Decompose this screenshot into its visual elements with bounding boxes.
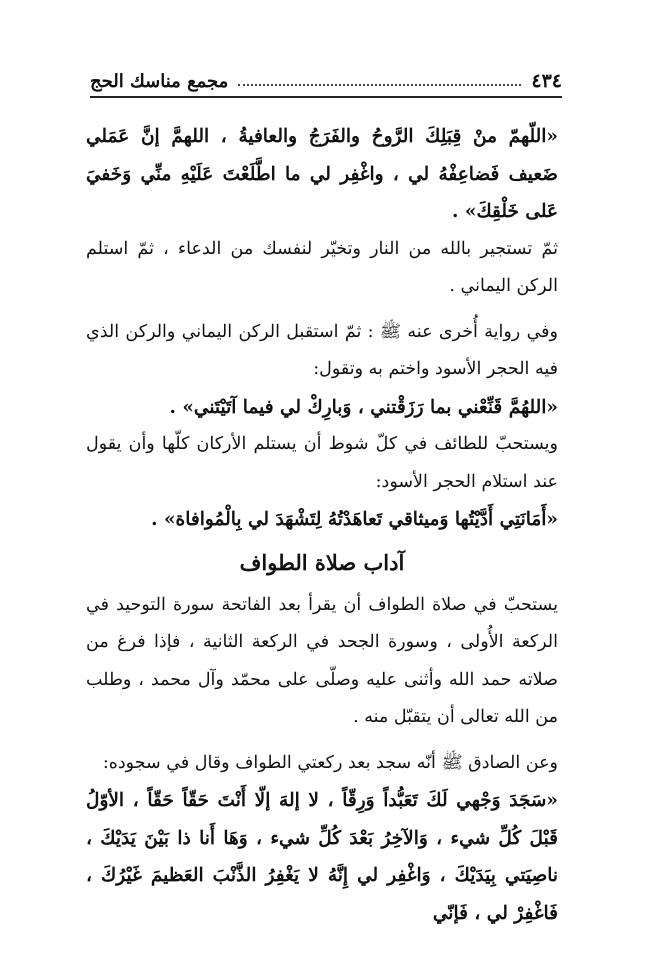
running-header [90,58,562,98]
supplication-4: «سَجَدَ وَجْهي لَكَ تَعَبُّداً وَرِقّاً ، لا إلهَ إلّا أَنْتَ حَقّاً حَقّاً ، الأوّلُ قَبْلَ كُلِّ شيء ، وَالآخِرُ بَعْدَ كُلِّ شيء ، وَهَا أَنا ذا بَيْنَ يَدَيْكَ ، ناصِيَتي بِيَدَيْكَ ، وَاغْفِر لي إِنَّهُ لا يَغْفِرُ الذَّنْبَ العَظيمَ غَيْرُكَ ، فَاغْفِرْ لي ، فَإنّي [86,790,558,924]
paragraph-4: يستحبّ في صلاة الطواف أن يقرأ بعد الفاتحة سورة التوحيد في الركعة الأُولى ، وسورة الجحد في الركعة الثانية ، فإذا فرغ من صلاته حمد الله وأثنى عليه وصلّى على محمّد وآل محمد ، وطلب من الله تعالى أن يتقبّل منه . [86,594,558,727]
supplication-1: «اللّهمّ منْ قِبَلِكَ الرَّوحُ والفَرَجُ والعافيةُ ، اللهمَّ إنَّ عَمَلي ضَعيف فَضاعِفْهُ لي ، واغْفِر لي ما اطَّلَعْتَ عَلَيْهِ منِّي وَخَفيَ عَلى خَلْقِكَ» . [86,126,558,222]
paragraph-2: وفي رواية أُخرى عنه ﷺ : ثمّ استقبل الركن اليماني والركن الذي فيه الحجر الأسود واختم به وتقول: [86,321,558,379]
supplication-2: «اللهُمَّ قَنِّعْني بما رَزَقْتني ، وَبارِكْ لي فيما آتَيْتَني» . [169,396,558,418]
paragraph-3: ويستحبّ للطائف في كلّ شوط أن يستلم الأركان كلّها وأن يقول عند استلام الحجر الأسود: [86,434,558,492]
paragraph-5: وعن الصادق ﷺ أنّه سجد بعد ركعتي الطواف وقال في سجوده: [102,752,558,773]
section-heading: آداب صلاة الطواف [239,549,405,575]
supplication-3: «أَمَانَتِي أَدَّيْتُها وَميثاقي تَعاهَدْتُهُ لِتَشْهَدَ لي بِالْمُوافاة» . [151,509,558,530]
book-title: مجمع مناسك الحج [90,71,229,92]
header-dot-leader [238,84,521,86]
paragraph-1: ثمّ تستجير بالله من النار وتخيّر لنفسك من الدعاء ، ثمّ استلم الركن اليماني . [86,238,558,296]
page-body [86,118,558,932]
page-number: ٤٣٤ [531,70,562,92]
